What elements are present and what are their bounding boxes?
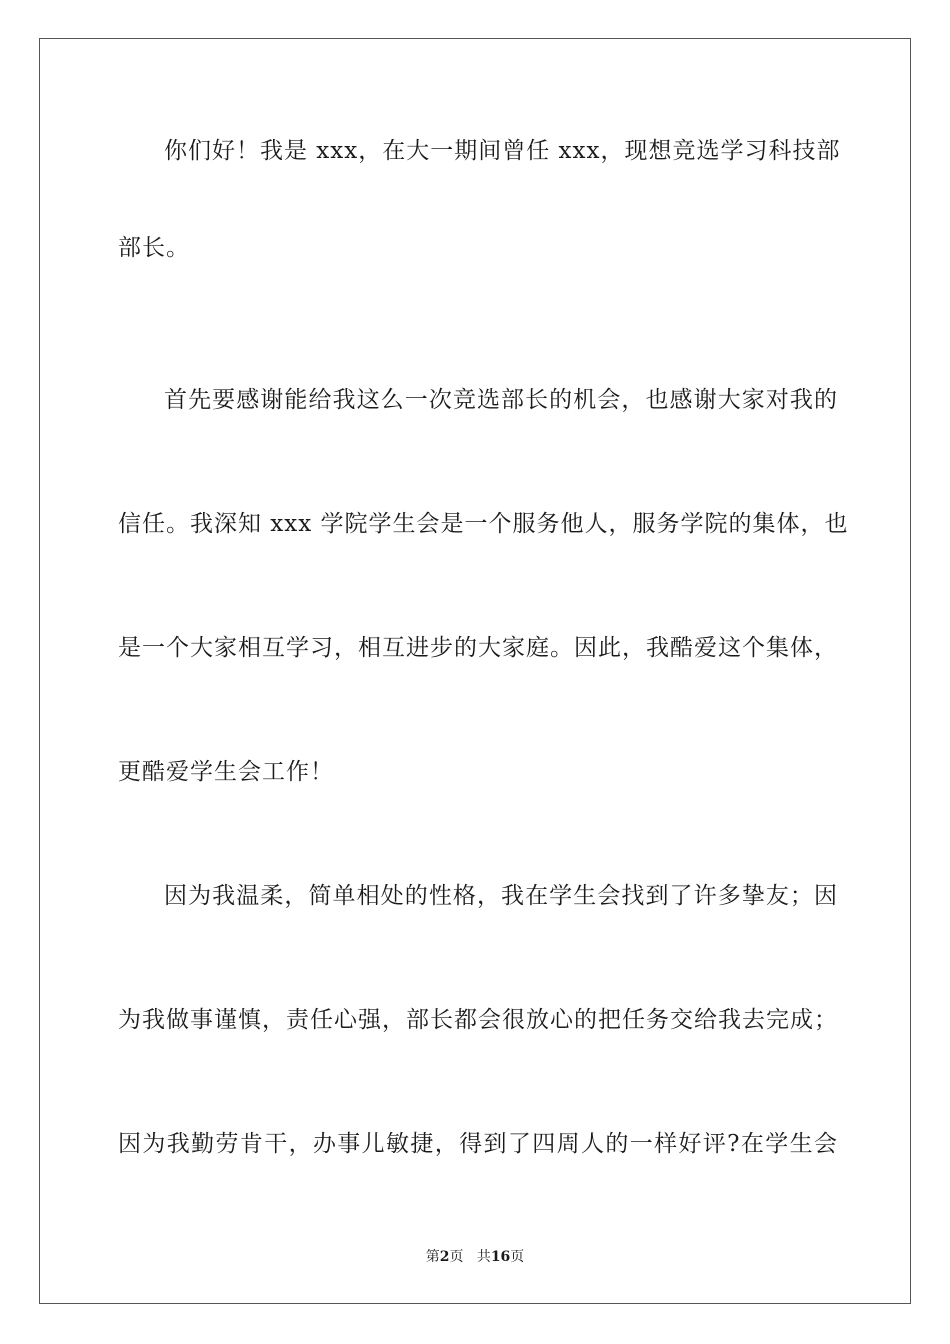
paragraph-2-line-4: 更酷爱学生会工作！	[118, 759, 334, 785]
paragraph-3-line-1: 因为我温柔，简单相处的性格，我在学生会找到了许多挚友；因	[164, 883, 838, 909]
page-label-prefix: 第	[425, 1249, 440, 1265]
page-label-suffix: 页	[449, 1249, 464, 1265]
total-label-suffix: 页	[510, 1249, 525, 1265]
page-number: 2	[439, 1249, 450, 1265]
paragraph-3-line-3: 因为我勤劳肯干，办事儿敏捷，得到了四周人的一样好评?在学生会	[118, 1131, 838, 1157]
paragraph-2-line-2: 信任。我深知 xxx 学院学生会是一个服务他人，服务学院的集体，也	[118, 511, 849, 537]
paragraph-2-line-3: 是一个大家相互学习，相互进步的大家庭。因此，我酷爱这个集体，	[118, 635, 838, 661]
total-label-prefix: 共	[476, 1249, 491, 1265]
page-footer	[0, 1248, 950, 1266]
paragraph-1-line-2: 部长。	[118, 235, 190, 261]
paragraph-2-line-1: 首先要感谢能给我这么一次竞选部长的机会，也感谢大家对我的	[164, 387, 838, 413]
total-pages: 16	[490, 1249, 511, 1265]
paragraph-3-line-2: 为我做事谨慎，责任心强，部长都会很放心的把任务交给我去完成；	[118, 1007, 838, 1033]
paragraph-1-line-1: 你们好！我是 xxx，在大一期间曾任 xxx，现想竞选学习科技部	[164, 138, 841, 164]
page-border	[39, 38, 911, 1304]
